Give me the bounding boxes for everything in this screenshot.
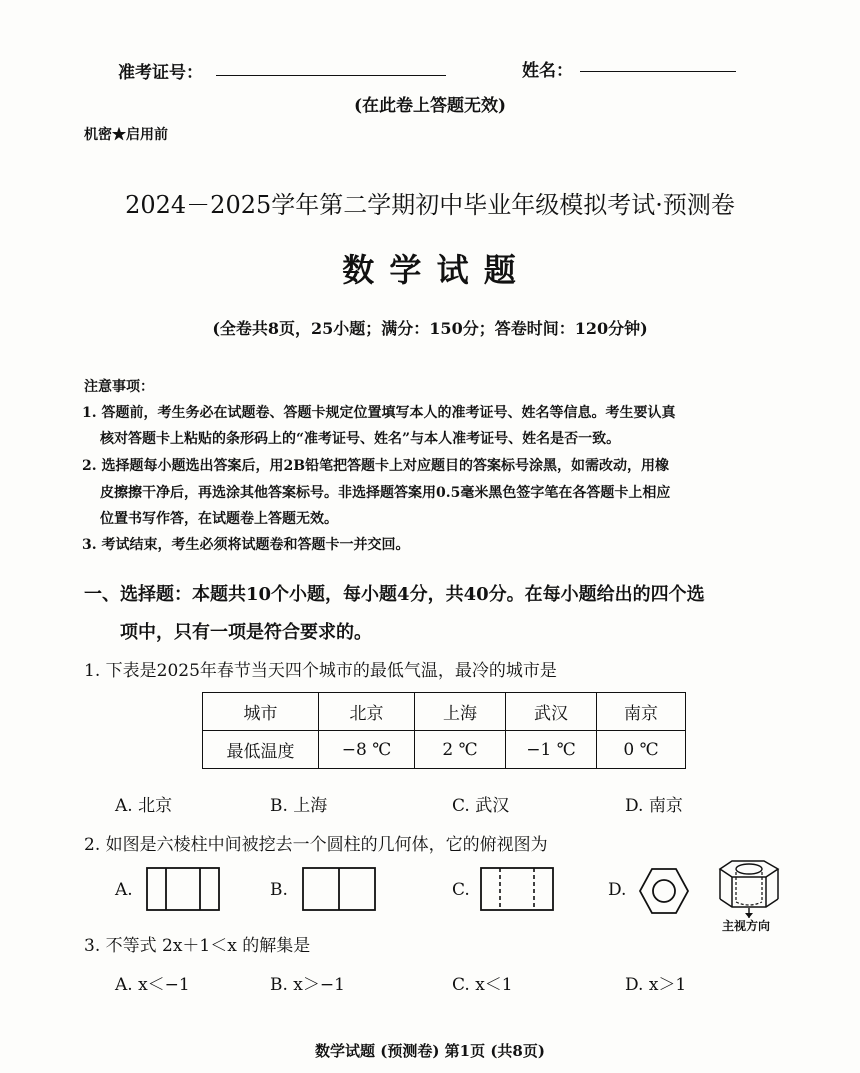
q2-option-c: C. — [452, 880, 470, 900]
note-line: 3. 考试结束，考生必须将试题卷和答题卡一并交回。 — [82, 537, 410, 553]
exam-info: (全卷共8页，25小题；满分：150分；答卷时间：120分钟) — [212, 319, 648, 338]
notes-heading: 注意事项： — [84, 379, 154, 395]
table-cell: 北京 — [319, 693, 415, 731]
exam-id-blank — [216, 75, 446, 76]
option-d-figure — [638, 866, 690, 916]
note-line: 1. 答题前，考生务必在试题卷、答题卡规定位置填写本人的准考证号、姓名等信息。考生要认真 — [82, 405, 676, 421]
secret-label: 机密★启用前 — [84, 127, 168, 143]
q2-option-b: B. — [270, 880, 288, 900]
table-row — [203, 731, 686, 769]
invalid-note: (在此卷上答题无效) — [353, 96, 507, 116]
note-line: 位置书写作答，在试题卷上答题无效。 — [100, 511, 338, 527]
table-cell: 城市 — [203, 693, 319, 731]
question-1-stem: 1. 下表是2025年春节当天四个城市的最低气温，最冷的城市是 — [84, 661, 557, 681]
question-2-stem: 2. 如图是六棱柱中间被挖去一个圆柱的几何体，它的俯视图为 — [84, 835, 548, 855]
table-cell: 上海 — [415, 693, 506, 731]
note-line: 核对答题卡上粘贴的条形码上的“准考证号、姓名”与本人准考证号、姓名是否一致。 — [100, 431, 621, 447]
table-cell: −8 ℃ — [319, 731, 415, 769]
note-line: 皮擦擦干净后，再选涂其他答案标号。非选择题答案用0.5毫米黑色签字笔在各答题卡上相应 — [100, 485, 671, 501]
table-cell: 2 ℃ — [415, 731, 506, 769]
q2-option-a: A. — [115, 880, 133, 900]
exam-title: 2024－2025学年第二学期初中毕业年级模拟考试·预测卷 — [125, 191, 735, 219]
subject-title: 数 学 试 题 — [342, 251, 518, 289]
note-line: 2. 选择题每小题选出答案后，用2B铅笔把答题卡上对应题目的答案标号涂黑，如需改动，用橡 — [82, 458, 670, 474]
name-blank — [580, 71, 736, 72]
temperature-table — [202, 692, 686, 769]
q3-option-b: B. x＞−1 — [270, 975, 345, 995]
q1-option-c: C. 武汉 — [452, 796, 510, 816]
question-3-stem: 3. 不等式 2x＋1＜x 的解集是 — [84, 936, 311, 956]
table-cell: −1 ℃ — [506, 731, 597, 769]
q1-option-b: B. 上海 — [270, 796, 328, 816]
table-cell: 武汉 — [506, 693, 597, 731]
page-footer: 数学试题 (预测卷) 第1页 (共8页) — [315, 1042, 545, 1060]
q1-option-d: D. 南京 — [625, 796, 683, 816]
section-heading: 一、选择题：本题共10个小题，每小题4分，共40分。在每小题给出的四个选 — [84, 584, 705, 605]
q2-option-d: D. — [608, 880, 627, 900]
hex-prism-figure — [712, 855, 788, 919]
table-cell: 最低温度 — [203, 731, 319, 769]
option-c-figure — [480, 867, 556, 913]
table-cell: 南京 — [597, 693, 686, 731]
table-header-row — [203, 693, 686, 731]
q3-option-a: A. x＜−1 — [115, 975, 190, 995]
option-b-figure — [302, 867, 378, 913]
q3-option-c: C. x＜1 — [452, 975, 513, 995]
name-label: 姓名： — [522, 61, 573, 81]
table-cell: 0 ℃ — [597, 731, 686, 769]
q3-option-d: D. x＞1 — [625, 975, 687, 995]
q1-option-a: A. 北京 — [115, 796, 173, 816]
exam-id-label: 准考证号： — [118, 63, 203, 83]
view-direction-label: 主视方向 — [722, 919, 771, 933]
option-a-figure — [146, 867, 222, 913]
section-heading-cont: 项中，只有一项是符合要求的。 — [120, 622, 372, 643]
